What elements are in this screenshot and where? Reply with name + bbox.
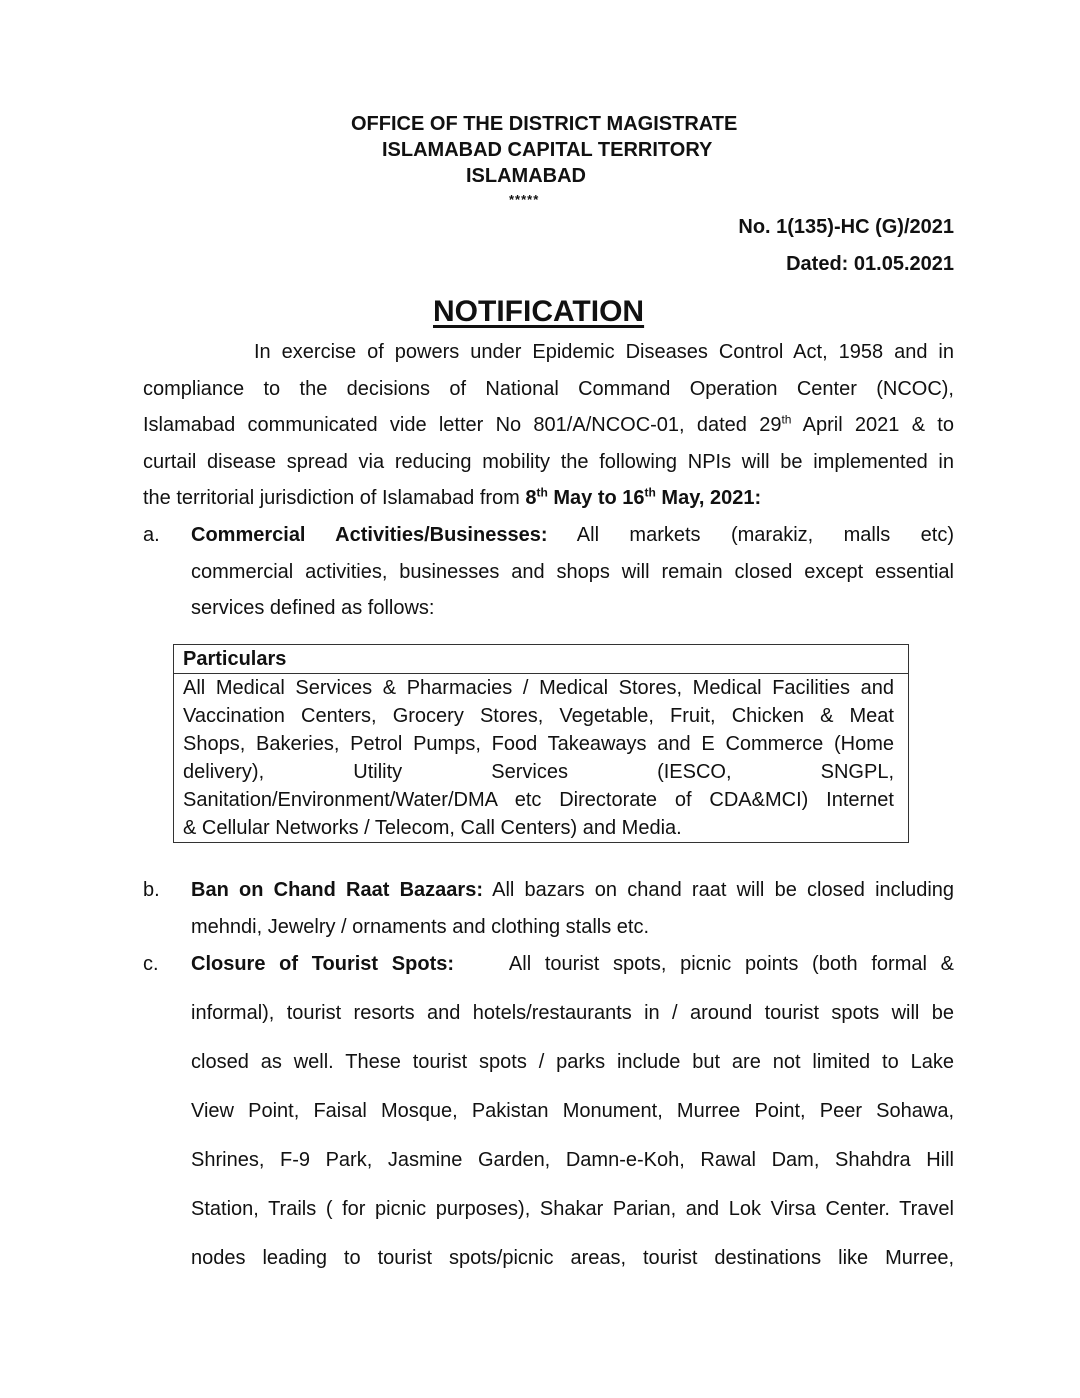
intro-date-start-sup: th xyxy=(536,485,548,500)
table-line-3: Shops, Bakeries, Petrol Pumps, Food Takeaways and E Commerce (Home xyxy=(183,733,894,755)
intro-date-start: 8 xyxy=(525,487,537,509)
table-header-cell: Particulars xyxy=(174,645,909,674)
item-b-line-2: mehndi, Jewelry / ornaments and clothing stalls etc. xyxy=(191,915,649,938)
item-b-label: b. xyxy=(143,879,160,901)
intro-paragraph xyxy=(143,334,954,517)
intro-line-4: curtail disease spread via reducing mobility the following NPIs will be implemented in xyxy=(143,450,954,473)
header-line-office: OFFICE OF THE DISTRICT MAGISTRATE xyxy=(351,113,738,135)
item-c-line-4: View Point, Faisal Mosque, Pakistan Monument, Murree Point, Peer Sohawa, xyxy=(191,1100,954,1122)
intro-line-3 xyxy=(143,407,954,444)
item-a-paragraph xyxy=(191,517,954,627)
item-a-heading: Commercial Activities/Businesses: xyxy=(191,524,548,546)
intro-line-3-sup: th xyxy=(781,412,792,427)
item-c-heading: Closure of Tourist Spots: xyxy=(191,953,455,975)
item-c-line-1 xyxy=(191,940,954,989)
item-a-label: a. xyxy=(143,524,160,546)
intro-line-3-a: Islamabad communicated vide letter No 801/A/NCOC-01, dated 29 xyxy=(143,414,782,436)
header-stars: ***** xyxy=(509,192,540,207)
item-c-line-3: closed as well. These tourist spots / parks include but are not limited to Lake xyxy=(191,1051,954,1073)
header-line-city: ISLAMABAD xyxy=(466,165,586,187)
header-line-territory: ISLAMABAD CAPITAL TERRITORY xyxy=(382,139,713,161)
reference-date: Dated: 01.05.2021 xyxy=(786,253,954,275)
item-c-line-5: Shrines, F-9 Park, Jasmine Garden, Damn-e-Koh, Rawal Dam, Shahdra Hill xyxy=(191,1149,954,1171)
table-line-4: delivery), Utility Services (IESCO, SNGPL, xyxy=(183,761,894,783)
reference-number: No. 1(135)-HC (G)/2021 xyxy=(738,216,954,238)
item-a-line-1 xyxy=(191,517,954,554)
item-c-line-1-text: All tourist spots, picnic points (both formal & xyxy=(508,953,954,975)
intro-date-mid: May to 16 xyxy=(547,487,645,509)
item-c-line-7: nodes leading to tourist spots/picnic areas, tourist destinations like Murree, xyxy=(191,1247,954,1269)
item-c-label: c. xyxy=(143,953,159,975)
item-c-line-6: Station, Trails ( for picnic purposes), Shakar Parian, and Lok Virsa Center. Travel xyxy=(191,1198,954,1220)
item-a-line-3: services defined as follows: xyxy=(191,597,435,619)
item-b-heading: Ban on Chand Raat Bazaars: xyxy=(191,879,483,901)
table-line-5: Sanitation/Environment/Water/DMA etc Directorate of CDA&MCI) Internet xyxy=(183,789,894,811)
table-body-cell xyxy=(174,674,909,843)
table-row xyxy=(174,674,909,843)
intro-line-5-a: the territorial jurisdiction of Islamabad from xyxy=(143,487,526,509)
intro-line-1: In exercise of powers under Epidemic Diseases Control Act, 1958 and in xyxy=(254,341,954,363)
item-a-line-1-text: All markets (marakiz, malls etc) xyxy=(576,524,955,546)
item-c-paragraph xyxy=(191,940,954,1283)
item-b-paragraph xyxy=(191,872,954,945)
table-line-1: All Medical Services & Pharmacies / Medical Stores, Medical Facilities and xyxy=(183,677,894,699)
intro-line-3-b: April 2021 & to xyxy=(791,414,954,436)
intro-line-2: compliance to the decisions of National Command Operation Center (NCOC), xyxy=(143,377,954,400)
item-a-line-2: commercial activities, businesses and shops will remain closed except essential xyxy=(191,560,954,583)
item-b-line-1-text: All bazars on chand raat will be closed including xyxy=(492,879,955,901)
table-line-2: Vaccination Centers, Grocery Stores, Vegetable, Fruit, Chicken & Meat xyxy=(183,705,894,727)
particulars-table xyxy=(173,644,909,843)
table-line-6: & Cellular Networks / Telecom, Call Centers) and Media. xyxy=(183,817,682,839)
intro-date-end-sup: th xyxy=(644,485,656,500)
table-header-row xyxy=(174,645,909,674)
item-b-line-1 xyxy=(191,872,954,909)
intro-date-end: May, 2021: xyxy=(655,487,762,509)
item-c-line-2: informal), tourist resorts and hotels/restaurants in / around tourist spots will be xyxy=(191,1002,954,1024)
page-title: NOTIFICATION xyxy=(433,295,645,328)
intro-line-5 xyxy=(143,480,954,517)
